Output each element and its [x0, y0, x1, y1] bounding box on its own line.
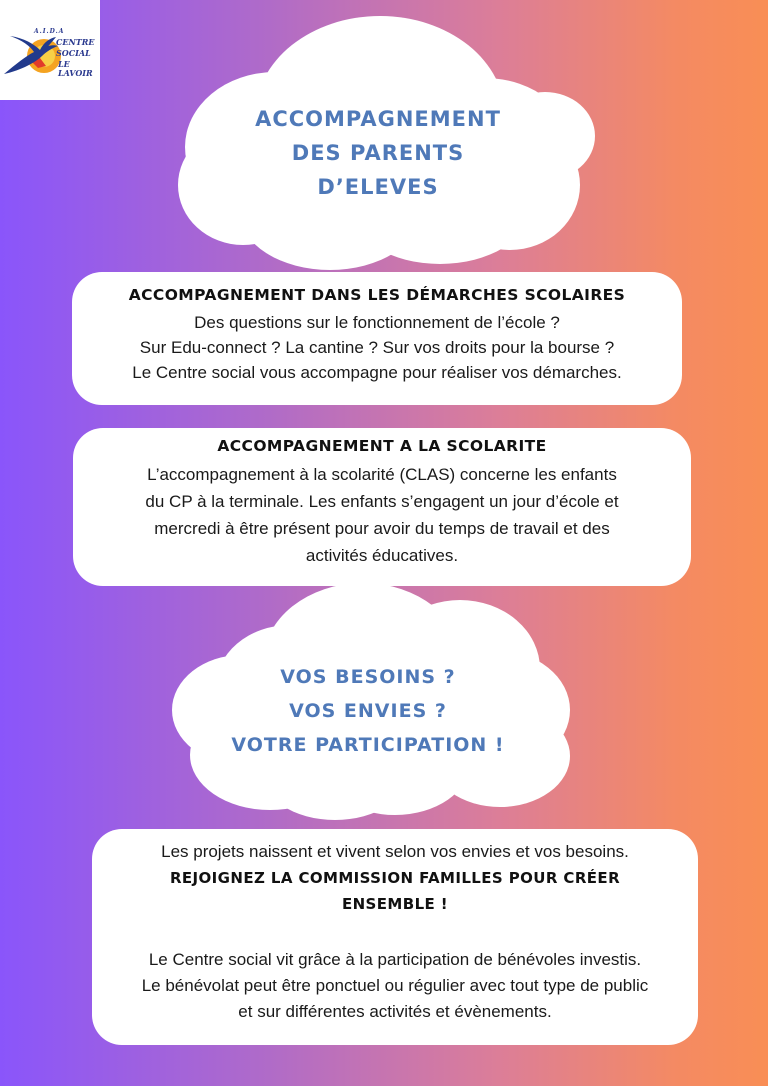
card-demarches-line-1: Des questions sur le fonctionnement de l’école ? [194, 313, 560, 332]
cloud-top-line-3: D’ELEVES [317, 175, 439, 199]
logo-line-lavoir: LE LAVOIR [58, 59, 93, 78]
logo-aida-text: A.I.D.A [34, 28, 65, 35]
card-participation-cta-1: REJOIGNEZ LA COMMISSION FAMILLES POUR CRÉER [169, 869, 621, 887]
card-scolarite-line-3: mercredi à être présent pour avoir du temps de travail et des [154, 519, 610, 538]
card-participation-line-2: Le bénévolat peut être ponctuel ou régulier avec tout type de public [141, 976, 649, 995]
card-participation [92, 829, 698, 1045]
card-scolarite-line-2: du CP à la terminale. Les enfants s’engagent un jour d’école et [145, 492, 619, 511]
card-scolarite-line-4: activités éducatives. [305, 546, 459, 565]
card-participation-intro: Les projets naissent et vivent selon vos envies et vos besoins. [161, 842, 629, 861]
card-demarches-line-3: Le Centre social vous accompagne pour réaliser vos démarches. [132, 363, 622, 382]
cloud-top-line-2: DES PARENTS [291, 141, 465, 165]
cloud-bottom-line-2: VOS ENVIES ? [289, 700, 447, 722]
card-participation-spacer [92, 917, 698, 947]
card-participation-cta-2: ENSEMBLE ! [341, 895, 449, 913]
logo-line-social: SOCIAL [56, 48, 91, 58]
card-demarches-title: ACCOMPAGNEMENT DANS LES DÉMARCHES SCOLAIRES [128, 286, 626, 304]
card-demarches-line-2: Sur Edu-connect ? La cantine ? Sur vos droits pour la bourse ? [139, 338, 615, 357]
cloud-top-line-1: ACCOMPAGNEMENT [255, 107, 501, 131]
card-participation-line-1: Le Centre social vit grâce à la participation de bénévoles investis. [148, 950, 642, 969]
cloud-bottom-line-3: VOTRE PARTICIPATION ! [231, 734, 505, 756]
logo-line-centre: CENTRE [56, 37, 95, 47]
cloud-bottom-title [200, 660, 536, 762]
cloud-bottom-line-1: VOS BESOINS ? [280, 666, 456, 688]
card-participation-line-3: et sur différentes activités et évènements. [238, 1002, 552, 1021]
card-scolarite-line-1: L’accompagnement à la scolarité (CLAS) concerne les enfants [147, 465, 617, 484]
card-scolarite-title: ACCOMPAGNEMENT A LA SCOLARITE [217, 437, 547, 455]
